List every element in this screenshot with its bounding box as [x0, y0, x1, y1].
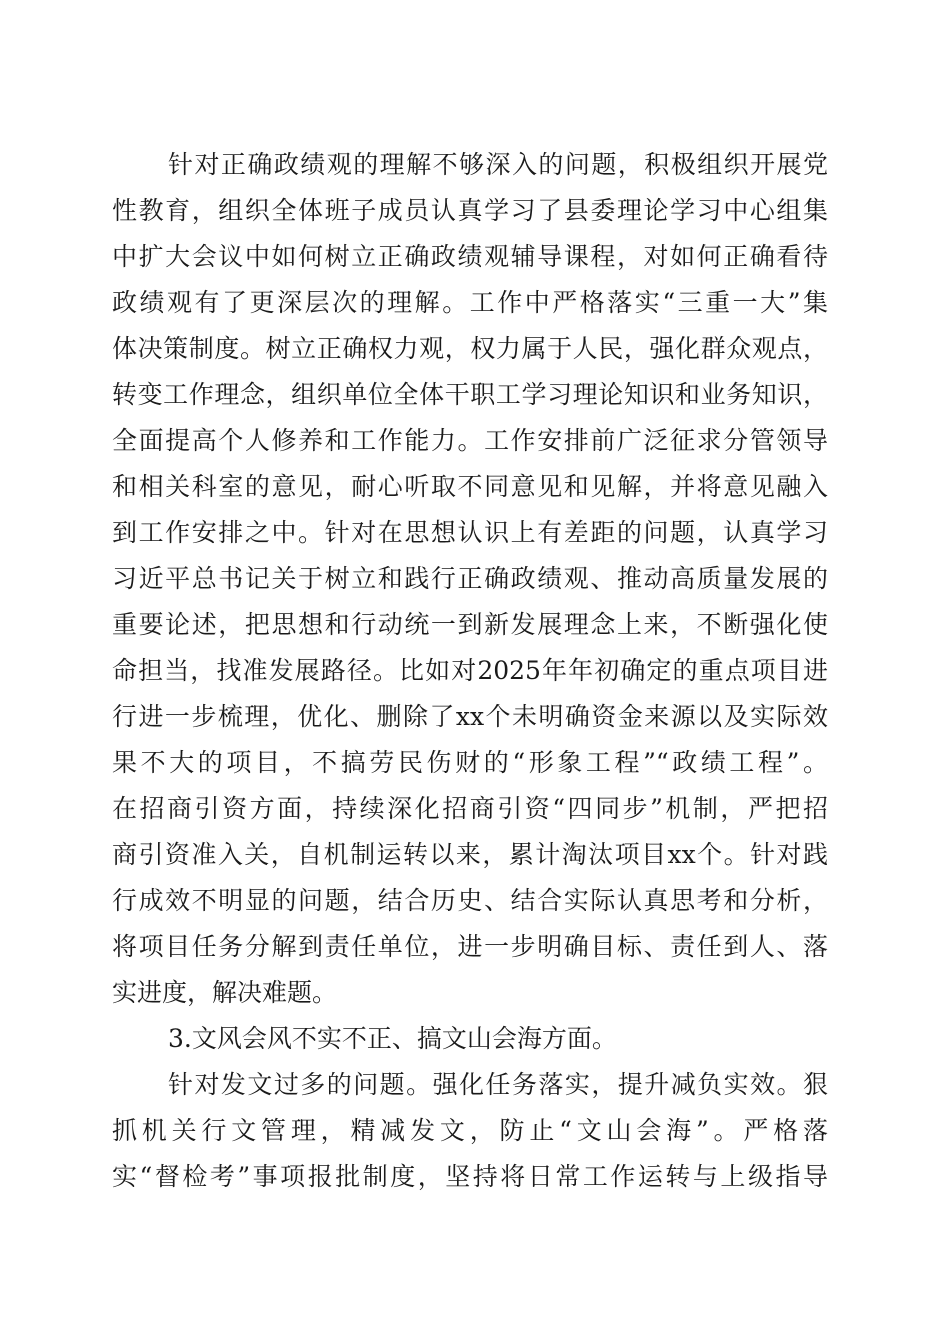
paragraph-line: 重要论述，把思想和行动统一到新发展理念上来，不断强化使 — [112, 610, 828, 639]
paragraph-line: 命担当，找准发展路径。比如对2025年年初确定的重点项目进 — [112, 656, 828, 685]
paragraph-line: 行成效不明显的问题，结合历史、结合实际认真思考和分析， — [112, 886, 828, 915]
paragraph-line: 中扩大会议中如何树立正确政绩观辅导课程，对如何正确看待 — [112, 242, 828, 271]
paragraph-line: 果不大的项目，不搞劳民伤财的“形象工程”“政绩工程”。 — [112, 748, 828, 777]
paragraph-line: 商引资准入关，自机制运转以来，累计淘汰项目xx个。针对践 — [112, 840, 828, 869]
paragraph-line: 将项目任务分解到责任单位，进一步明确目标、责任到人、落 — [112, 932, 828, 961]
paragraph-line: 针对正确政绩观的理解不够深入的问题，积极组织开展党 — [168, 150, 828, 179]
paragraph-line: 到工作安排之中。针对在思想认识上有差距的问题，认真学习 — [112, 518, 828, 547]
paragraph-line: 在招商引资方面，持续深化招商引资“四同步”机制，严把招 — [112, 794, 828, 823]
paragraph-line: 实“督检考”事项报批制度，坚持将日常工作运转与上级指导 — [112, 1162, 828, 1191]
paragraph-line: 转变工作理念，组织单位全体干职工学习理论知识和业务知识， — [112, 380, 828, 409]
paragraph-line: 实进度，解决难题。 — [112, 978, 338, 1007]
paragraph-line: 行进一步梳理，优化、删除了xx个未明确资金来源以及实际效 — [112, 702, 828, 731]
paragraph-line: 针对发文过多的问题。强化任务落实，提升减负实效。狠 — [168, 1070, 828, 1099]
document-body — [112, 142, 828, 1200]
paragraph-line: 政绩观有了更深层次的理解。工作中严格落实“三重一大”集 — [112, 288, 828, 317]
paragraph-line: 性教育，组织全体班子成员认真学习了县委理论学习中心组集 — [112, 196, 828, 225]
paragraph-line: 习近平总书记关于树立和践行正确政绩观、推动高质量发展的 — [112, 564, 828, 593]
paragraph-line: 全面提高个人修养和工作能力。工作安排前广泛征求分管领导 — [112, 426, 828, 455]
paragraph-line: 抓机关行文管理，精减发文，防止“文山会海”。严格落 — [112, 1116, 828, 1145]
paragraph-line: 体决策制度。树立正确权力观，权力属于人民，强化群众观点， — [112, 334, 828, 363]
section-heading: 3.文风会风不实不正、搞文山会海方面。 — [168, 1024, 617, 1053]
paragraph-line: 和相关科室的意见，耐心听取不同意见和见解，并将意见融入 — [112, 472, 828, 501]
